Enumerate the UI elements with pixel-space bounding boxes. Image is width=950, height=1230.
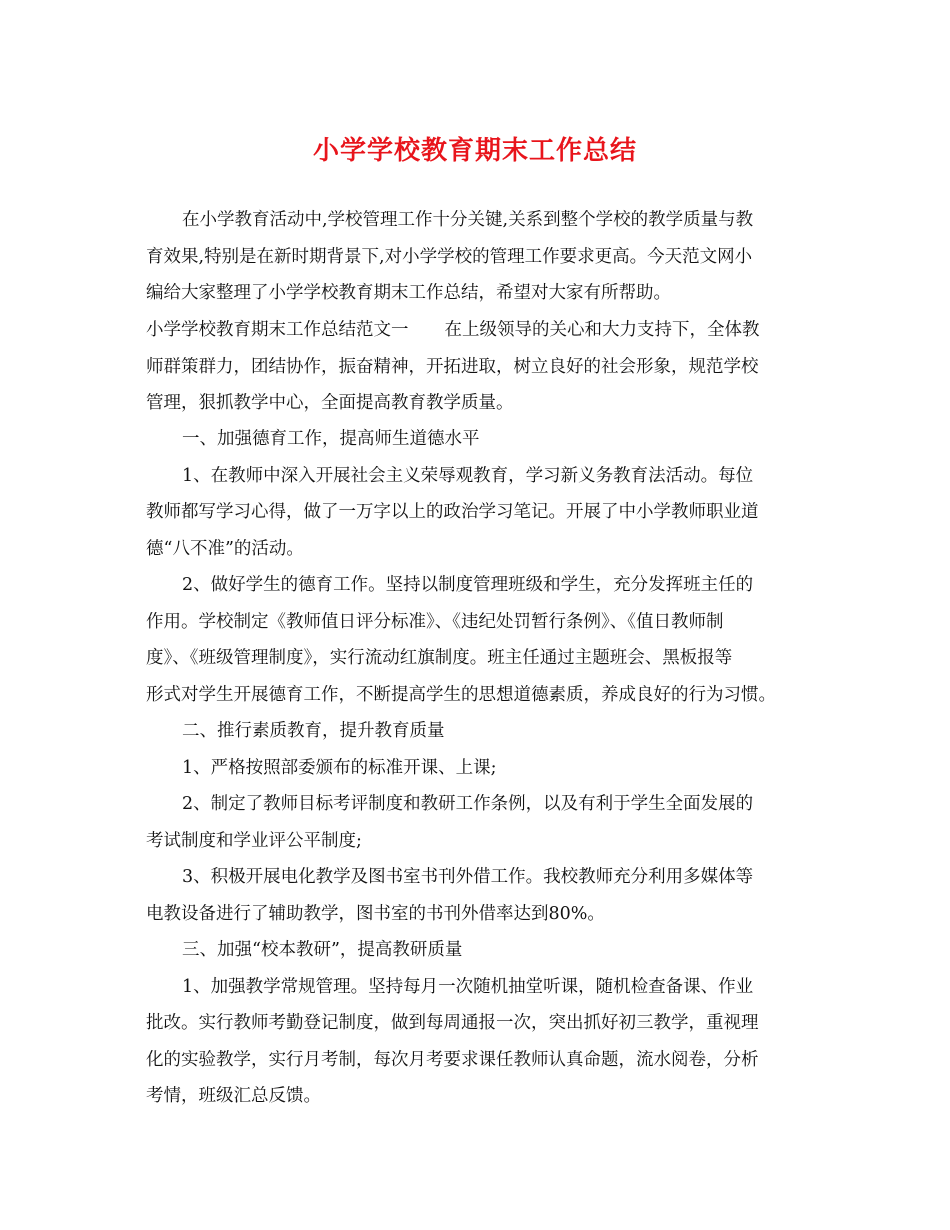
paragraph-line: 电教设备进行了辅助教学，图书室的书刊外借率达到80%。 [146,904,605,924]
section-heading-line: 一、加强德育工作，提高师生道德水平 [182,429,480,449]
paragraph-line: 德“八不准”的活动。 [146,539,304,559]
paragraph-line: 1、在教师中深入开展社会主义荣辱观教育，学习新义务教育法活动。每位 [182,466,754,486]
paragraph-text: 在上级领导的关心和大力支持下，全体教 [444,320,760,340]
paragraph-line: 编给大家整理了小学学校教育期末工作总结，希望对大家有所帮助。 [146,283,671,303]
paragraph-line: 化的实验教学，实行月考制，每次月考要求课任教师认真命题，流水阅卷，分析 [146,1050,759,1070]
paragraph-line: 考情，班级汇总反馈。 [146,1086,321,1106]
paragraph-line: 2、做好学生的德育工作。坚持以制度管理班级和学生，充分发挥班主任的 [182,575,754,595]
paragraph-line: 作用。学校制定《教师值日评分标准》、《违纪处罚暂行条例》、《值日教师制 [146,612,724,632]
paragraph-line: 教师都写学习心得，做了一万字以上的政治学习笔记。开展了中小学教师职业道 [146,502,759,522]
paragraph-line: 师群策群力，团结协作，振奋精神，开拓进取，树立良好的社会形象，规范学校 [146,357,759,377]
paragraph-line: 2、制定了教师目标考评制度和教研工作条例，以及有利于学生全面发展的 [182,794,754,814]
paragraph-line: 管理，狠抓教学中心，全面提高教育教学质量。 [146,393,514,413]
paragraph-line: 形式对学生开展德育工作，不断提高学生的思想道德素质，养成良好的行为习惯。 [146,685,776,705]
paragraph-line: 3、积极开展电化教学及图书室书刊外借工作。我校教师充分利用多媒体等 [182,867,754,887]
paragraph-line [146,318,760,342]
paragraph-line: 批改。实行教师考勤登记制度，做到每周通报一次，突出抓好初三教学，重视理 [146,1013,759,1033]
paragraph-line: 1、加强教学常规管理。坚持每月一次随机抽堂听课，随机检查备课、作业 [182,977,754,997]
section-heading-line: 二、推行素质教育，提升教育质量 [182,721,445,741]
document-title: 小学学校教育期末工作总结 [312,136,637,166]
paragraph-line: 育效果,特别是在新时期背景下,对小学学校的管理工作要求更高。今天范文网小 [146,247,753,267]
paragraph-line: 1、严格按照部委颁布的标准开课、上课; [182,758,497,778]
paragraph-line: 在小学教育活动中,学校管理工作十分关键,关系到整个学校的教学质量与教 [182,210,754,230]
section-heading-line: 三、加强“校本教研”，提高教研质量 [182,940,463,960]
section-heading: 小学学校教育期末工作总结范文一 [146,320,409,340]
paragraph-line: 考试制度和学业评公平制度; [146,831,362,851]
paragraph-line: 度》、《班级管理制度》，实行流动红旗制度。班主任通过主题班会、黑板报等 [146,648,733,668]
